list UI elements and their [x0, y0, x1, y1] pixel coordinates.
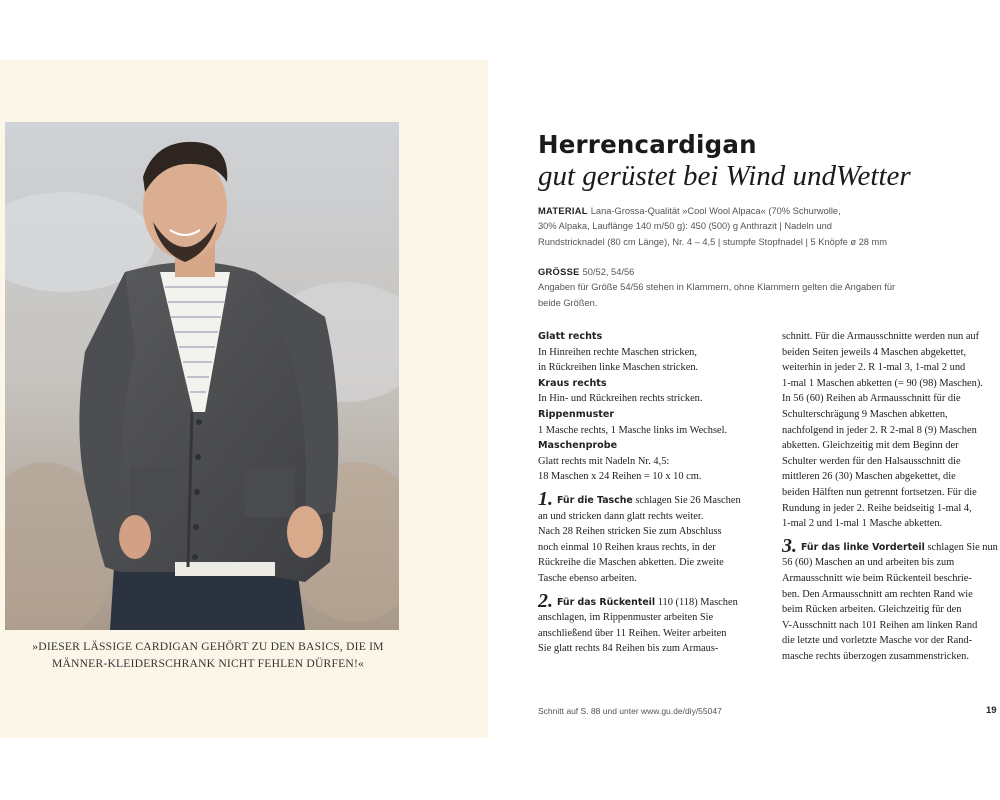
body-line: anschlagen, im Rippenmuster arbeiten Sie — [538, 612, 714, 624]
body-line: anschließend über 11 Reihen. Weiter arbeiten — [538, 627, 727, 639]
pull-quote — [22, 638, 394, 672]
body-line: beim Rücken arbeiten. Gleichzeitig für den — [782, 604, 962, 616]
body-line: Armausschnitt wie beim Rückenteil beschrie- — [782, 572, 972, 584]
size-label: GRÖSSE — [538, 267, 580, 277]
size-section — [538, 265, 938, 311]
body-line: Schulterschrägung 9 Maschen abketten, — [782, 408, 948, 420]
body-line: 1-mal 1 Maschen abketten (= 90 (98) Maschen). — [782, 377, 983, 389]
body-line: Schulter werden für den Halsausschnitt die — [782, 455, 961, 467]
instructions-column-left — [538, 329, 754, 657]
body-line: 1 Masche rechts, 1 Masche links im Wechsel. — [538, 424, 728, 436]
instructions-column-right — [782, 329, 998, 664]
step-1 — [538, 487, 754, 587]
body-line: Tasche ebenso arbeiten. — [538, 572, 637, 584]
quote-line: »DIESER LÄSSIGE CARDIGAN GEHÖRT ZU DEN BASICS, DIE IM — [32, 640, 384, 653]
body-line: an und stricken dann glatt rechts weiter. — [538, 510, 704, 522]
glatt-rechts-heading: Glatt rechts — [538, 331, 603, 342]
body-line: Rundung in jeder 2. Reihe beidseitig 1-mal 4, — [782, 502, 972, 514]
body-line: noch einmal 10 Reihen kraus rechts, in der — [538, 541, 716, 553]
body-line: 18 Maschen x 24 Reihen = 10 x 10 cm. — [538, 471, 702, 483]
body-line: Sie glatt rechts 84 Reihen bis zum Armaus- — [538, 643, 719, 655]
quote-line: MÄNNER-KLEIDERSCHRANK NICHT FEHLEN DÜRFEN!« — [51, 657, 365, 670]
step-number: 2. — [538, 589, 553, 612]
step-heading: Für das Rückenteil — [557, 596, 656, 608]
left-page — [0, 60, 488, 738]
material-section — [538, 204, 938, 250]
body-line: beiden Seiten jeweils 4 Maschen abgekettet, — [782, 346, 967, 358]
body-line: Nach 28 Reihen stricken Sie zum Abschluss — [538, 526, 722, 538]
step-3 — [782, 534, 998, 665]
body-line: Rückreihe die Maschen abketten. Die zweite — [538, 557, 724, 569]
body-line: 110 (118) Maschen — [657, 596, 738, 608]
body-line: weiterhin in jeder 2. R 1-mal 3, 1-mal 2 und — [782, 362, 966, 374]
material-line: 30% Alpaka, Lauflänge 140 m/50 g): 450 (500) g Anthrazit | Nadeln und — [538, 221, 832, 232]
step-heading: Für die Tasche — [557, 494, 633, 506]
step-heading: Für das linke Vorderteil — [801, 541, 925, 553]
step-number: 3. — [782, 534, 797, 557]
body-line: In Hin- und Rückreihen rechts stricken. — [538, 393, 703, 405]
body-line: beiden Hälften nun getrennt fortsetzen. Für die — [782, 486, 977, 498]
material-line: Rundstricknadel (80 cm Länge), Nr. 4 – 4,5 | stumpfe Stopfnadel | 5 Knöpfe ø 28 mm — [538, 236, 887, 247]
body-line: schlagen Sie 26 Maschen — [635, 494, 741, 506]
body-line: 1-mal 2 und 1-mal 1 Masche abketten. — [782, 518, 943, 530]
pattern-subtitle: gut gerüstet bei Wind undWetter — [538, 160, 911, 192]
pattern-title: Herrencardigan — [538, 130, 757, 159]
rippenmuster-heading: Rippenmuster — [538, 408, 615, 420]
body-line: masche rechts überzogen zusammenstricken. — [782, 650, 969, 662]
body-line: nachfolgend in jeder 2. R 2-mal 8 (9) Maschen — [782, 424, 977, 436]
model-photo — [5, 122, 399, 630]
body-line: V-Ausschnitt nach 101 Reihen am linken Rand — [782, 619, 978, 631]
maschenprobe-heading: Maschenprobe — [538, 440, 618, 452]
right-page — [488, 60, 1000, 738]
body-line: 56 (60) Maschen an und arbeiten bis zum — [782, 557, 955, 569]
material-line: Lana-Grossa-Qualität »Cool Wool Alpaca« (70% Schurwolle, — [590, 206, 841, 216]
step-2 — [538, 589, 754, 657]
body-line: mittleren 26 (30) Maschen abgekettet, die — [782, 471, 956, 483]
footer-note: Schnitt auf S. 88 und unter www.gu.de/diy/55047 — [538, 706, 722, 716]
page-number: 19 — [986, 705, 997, 716]
body-line: abketten. Gleichzeitig mit dem Beginn der — [782, 440, 959, 452]
body-line: schlagen Sie nun — [927, 541, 998, 553]
body-line: Glatt rechts mit Nadeln Nr. 4,5: — [538, 455, 670, 467]
step-number: 1. — [538, 487, 553, 510]
body-line: die letzte und vorletzte Masche vor der Rand- — [782, 635, 973, 647]
size-value: 50/52, 54/56 — [582, 267, 635, 277]
material-label: MATERIAL — [538, 206, 588, 216]
body-line: in Rückreihen linke Maschen stricken. — [538, 362, 699, 374]
kraus-rechts-heading: Kraus rechts — [538, 377, 607, 389]
body-line: ben. Den Armausschnitt am rechten Rand wie — [782, 588, 973, 600]
size-line: Angaben für Größe 54/56 stehen in Klammern, ohne Klammern gelten die Angaben für — [538, 282, 896, 293]
body-line: schnitt. Für die Armausschnitte werden nun auf — [782, 331, 980, 342]
body-line: In 56 (60) Reihen ab Armausschnitt für die — [782, 393, 961, 405]
size-line: beide Größen. — [538, 297, 598, 308]
body-line: In Hinreihen rechte Maschen stricken, — [538, 346, 697, 358]
